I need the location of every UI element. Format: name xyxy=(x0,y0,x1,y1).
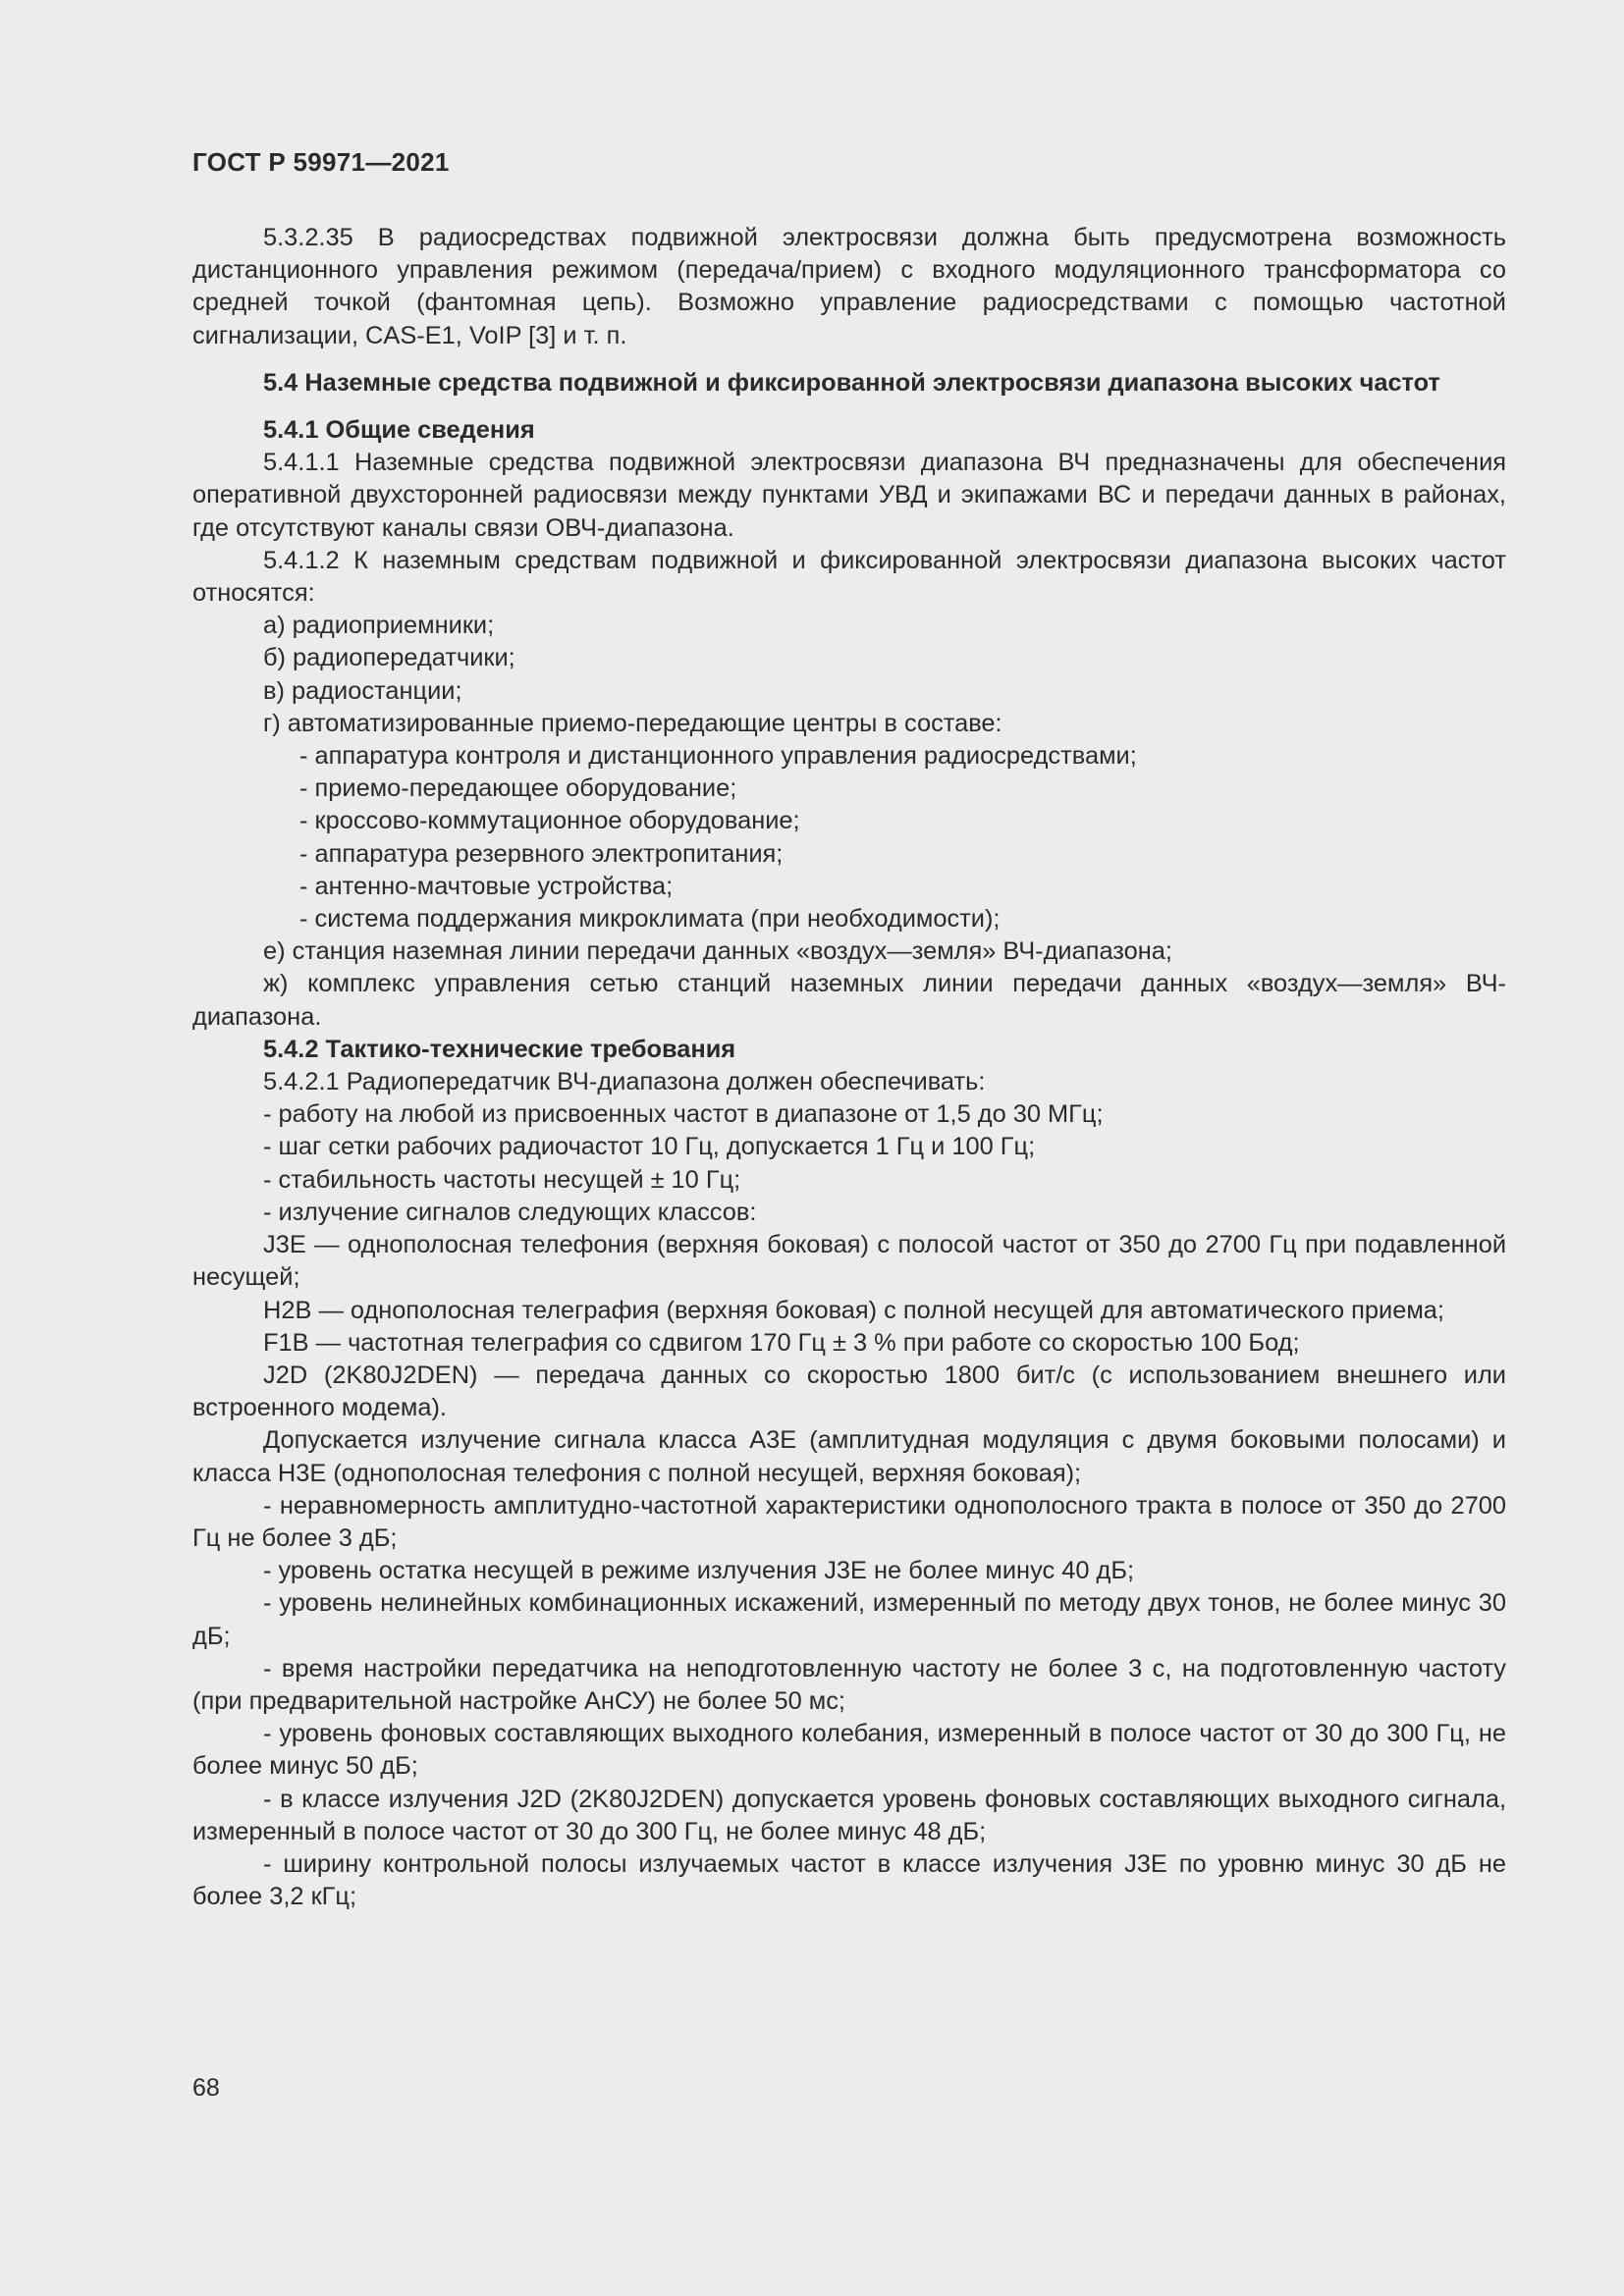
sublist-item: - антенно-мачтовые устройства; xyxy=(299,872,674,900)
list-item-g: г) автоматизированные приемо-передающие центры в составе: xyxy=(263,709,1002,737)
list-item-b: б) радиопередатчики; xyxy=(263,644,515,672)
sublist-item: - приемо-передающее оборудование; xyxy=(299,774,737,803)
requirement-item: - неравномерность амплитудно-частотной характеристики однополосного тракта в полосе от 350 до 2700 Гц не более 3 дБ; xyxy=(192,1491,1506,1552)
section-heading-5-4: 5.4 Наземные средства подвижной и фиксированной электросвязи диапазона высоких частот xyxy=(263,368,1440,397)
list-item-a: а) радиоприемники; xyxy=(263,612,495,640)
list-item-zh: ж) комплекс управления сетью станций наземных линии передачи данных «воздух—земля» ВЧ-диапазона. xyxy=(192,970,1506,1031)
list-item-e: е) станция наземная линии передачи данных «воздух—земля» ВЧ-диапазона; xyxy=(263,937,1172,966)
emission-class-h2b: H2B — однополосная телеграфия (верхняя боковая) с полной несущей для автоматического приема; xyxy=(263,1296,1444,1324)
requirement-item: - уровень фоновых составляющих выходного колебания, измеренный в полосе частот от 30 до 300 Гц, не более минус 50 дБ; xyxy=(192,1720,1506,1781)
section-heading-5-4-1: 5.4.1 Общие сведения xyxy=(263,416,535,445)
sublist-item: - аппаратура резервного электропитания; xyxy=(299,839,784,868)
paragraph-5-4-1-2: 5.4.1.2 К наземным средствам подвижной и фиксированной электросвязи диапазона высоких частот относятся: xyxy=(192,546,1506,608)
requirement-item: - время настройки передатчика на неподготовленную частоту не более 3 с, на подготовленную частоту (при предварительной настройке АнСУ) не более 50 мс; xyxy=(192,1654,1506,1715)
sublist-item: - система поддержания микроклимата (при необходимости); xyxy=(299,905,1001,934)
requirement-item: - стабильность частоты несущей ± 10 Гц; xyxy=(263,1165,741,1194)
section-heading-5-4-2: 5.4.2 Тактико-технические требования xyxy=(263,1035,736,1063)
document-header: ГОСТ Р 59971—2021 xyxy=(192,147,450,177)
paragraph-5-4-1-1: 5.4.1.1 Наземные средства подвижной электросвязи диапазона ВЧ предназначены для обеспечения оперативной двухсторонней радиосвязи между пунктами УВД и экипажами ВС и передачи данных в районах, где отсутствуют каналы связи ОВЧ-диапазона. xyxy=(192,449,1506,542)
paragraph-allowed-emissions: Допускается излучение сигнала класса А3Е (амплитудная модуляция с двумя боковыми полосами) и класса Н3Е (однополосная телефония с полной несущей, верхняя боковая); xyxy=(192,1426,1506,1487)
paragraph-5-3-2-35: 5.3.2.35 В радиосредствах подвижной электросвязи должна быть предусмотрена возможность дистанционного управления режимом (передача/прием) с входного модуляционного трансформатора со средней точкой (фантомная цепь). Возможно управление радиосредствами с помощью частотной сигнализации, CAS-E1, VoIP [3] и т. п. xyxy=(192,224,1506,349)
list-item-v: в) радиостанции; xyxy=(263,676,462,705)
requirement-item: - шаг сетки рабочих радиочастот 10 Гц, допускается 1 Гц и 100 Гц; xyxy=(263,1133,1036,1161)
requirement-item: - уровень нелинейных комбинационных искажений, измеренный по методу двух тонов, не более минус 30 дБ; xyxy=(192,1589,1506,1650)
page-number: 68 xyxy=(192,2074,220,2102)
requirement-item: - излучение сигналов следующих классов: xyxy=(263,1198,757,1226)
sublist-item: - аппаратура контроля и дистанционного управления радиосредствами; xyxy=(299,742,1137,771)
emission-class-j3e: J3E — однополосная телефония (верхняя боковая) с полосой частот от 350 до 2700 Гц при подавленной несущей; xyxy=(192,1231,1506,1292)
sublist-item: - кроссово-коммутационное оборудование; xyxy=(299,807,800,835)
emission-class-f1b: F1B — частотная телеграфия со сдвигом 170 Гц ± 3 % при работе со скоростью 100 Бод; xyxy=(263,1328,1300,1357)
emission-class-j2d: J2D (2K80J2DEN) — передача данных со скоростью 1800 бит/с (с использованием внешнего или встроенного модема). xyxy=(192,1361,1506,1422)
document-body xyxy=(192,222,1506,1913)
paragraph-5-4-2-1: 5.4.2.1 Радиопередатчик ВЧ-диапазона должен обеспечивать: xyxy=(263,1068,986,1096)
requirement-item: - в классе излучения J2D (2K80J2DEN) допускается уровень фоновых составляющих выходного сигнала, измеренный в полосе частот от 30 до 300 Гц, не более минус 48 дБ; xyxy=(192,1785,1506,1845)
requirement-item: - ширину контрольной полосы излучаемых частот в классе излучения J3E по уровню минус 30 дБ не более 3,2 кГц; xyxy=(192,1849,1506,1911)
requirement-item: - работу на любой из присвоенных частот в диапазоне от 1,5 до 30 МГц; xyxy=(263,1100,1104,1129)
requirement-item: - уровень остатка несущей в режиме излучения J3E не более минус 40 дБ; xyxy=(263,1557,1135,1585)
